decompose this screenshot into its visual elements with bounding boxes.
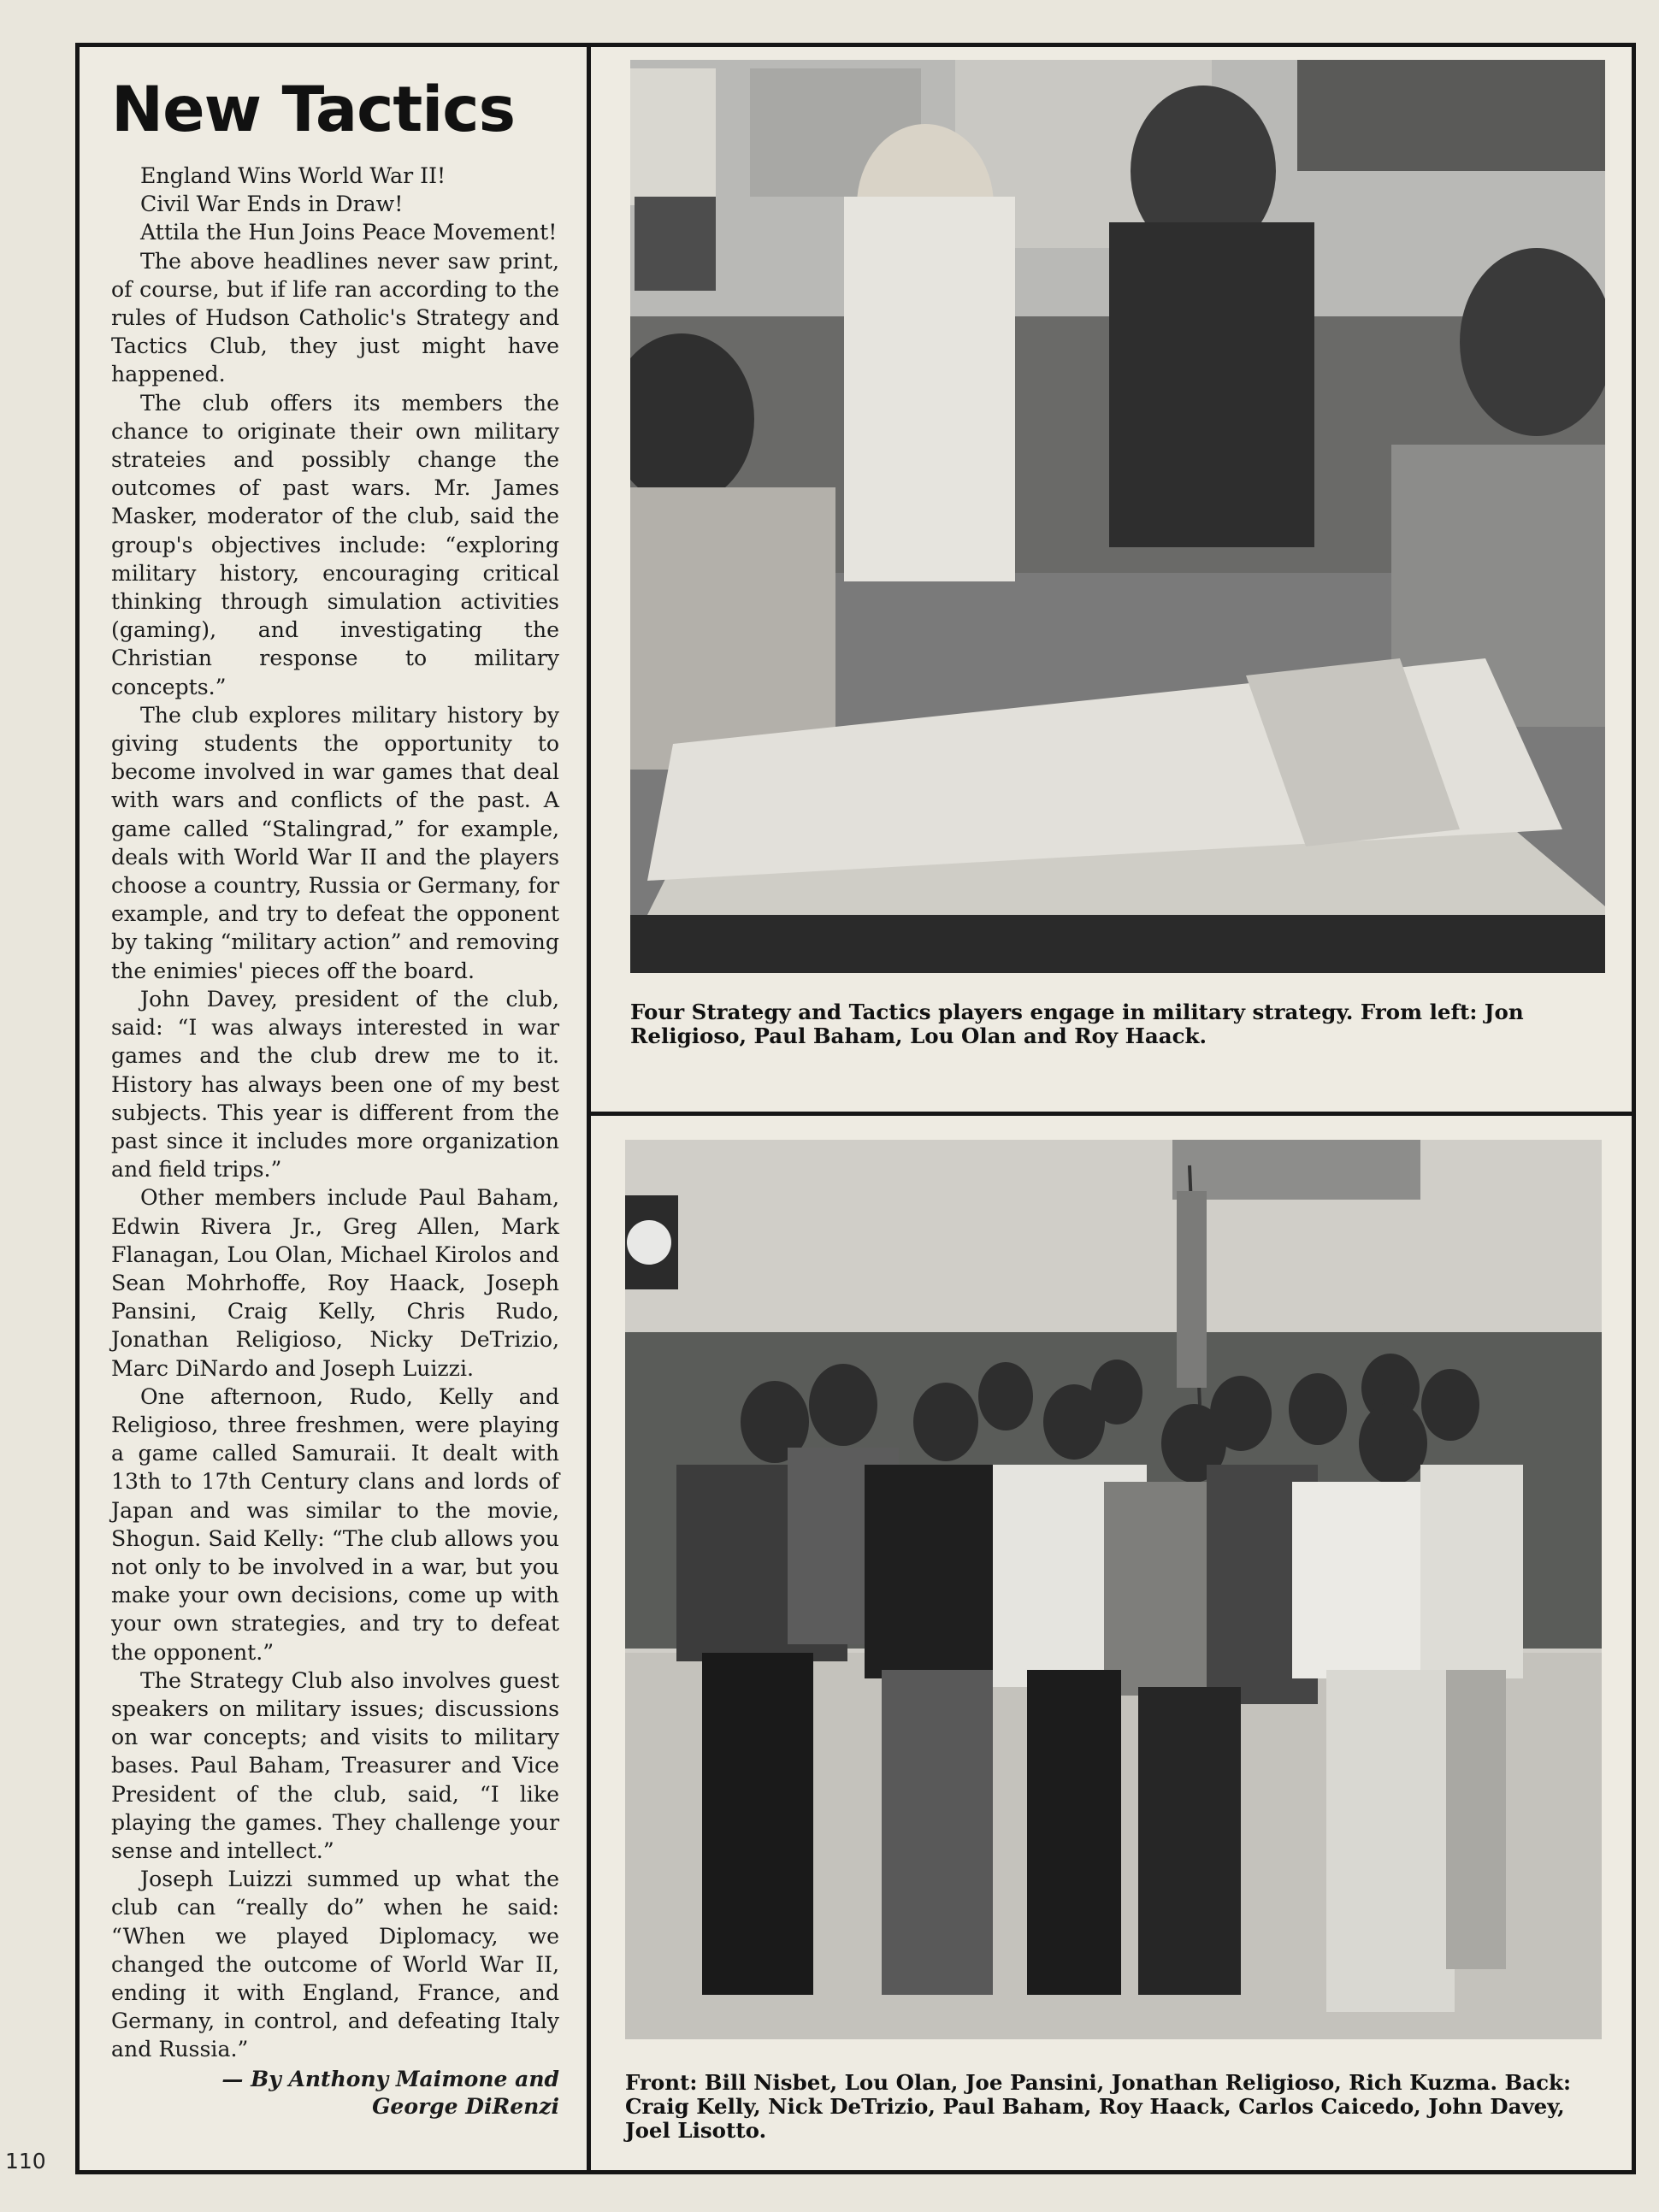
paragraph: One afternoon, Rudo, Kelly and Religioso, three freshmen, were playing a game called Samuraii. It dealt with 13th to 17th Century clans and lords of Japan and was similar to the movie, Shogun. Said Kelly: “The club allows you not only to be involved in a war, but you make your own decisions, come up with your own strategies, and try to defeat the opponent.” xyxy=(111,1383,559,1665)
bottom-photo-panel xyxy=(591,1116,1636,2174)
paragraph: The club offers its members the chance to originate their own military strateies and possibly change the outcomes of past wars. Mr. James Masker, moderator of the club, said the group's objectives include: “exploring military history, encouraging critical thinking through simulation activities (gaming), and investigating the Christian response to military concepts.” xyxy=(111,390,559,699)
paragraph: The above headlines never saw print, of course, but if life ran according to the rules of Hudson Catholic's Strategy and Tactics Club, they just might have happened. xyxy=(111,248,559,387)
paragraph-headline-3: Attila the Hun Joins Peace Movement! xyxy=(140,220,558,245)
paragraph-headline-1: England Wins World War II! xyxy=(140,163,446,188)
paragraph: The Strategy Club also involves guest speakers on military issues; discussions on war concepts; and visits to military bases. Paul Baham, Treasurer and Vice President of the club, said, “I like playing the games. They challenge your sense and intellect.” xyxy=(111,1667,559,1863)
photo-club-group xyxy=(625,1140,1602,2039)
paragraph: Joseph Luizzi summed up what the club can “really do” when he said: “When we played Diplomacy, we changed the outcome of World War II, ending it with England, France, and Germany, in control, and defeating Italy and Russia.” xyxy=(111,1867,559,2062)
bottom-photo-caption: Front: Bill Nisbet, Lou Olan, Joe Pansini, Jonathan Religioso, Rich Kuzma. Back: Craig Kelly, Nick DeTrizio, Paul Baham, Roy Haack, Carlos Caicedo, John Davey, Joel Lisotto. xyxy=(625,2070,1572,2143)
paragraph-headline-2: Civil War Ends in Draw! xyxy=(140,192,404,217)
article-body xyxy=(111,162,559,2064)
article-column xyxy=(75,43,591,2174)
byline-line-2: George DiRenzi xyxy=(372,2093,559,2119)
byline xyxy=(111,2066,559,2121)
top-photo-caption: Four Strategy and Tactics players engage in military strategy. From left: Jon Religioso, Paul Baham, Lou Olan and Roy Haack. xyxy=(630,1000,1524,1048)
article-title: New Tactics xyxy=(111,74,516,146)
byline-line-1: — By Anthony Maimone and xyxy=(221,2066,559,2091)
photo-club-group-image xyxy=(625,1140,1602,2039)
paragraph: John Davey, president of the club, said: “I was always interested in war games and the club drew me to it. History has always been one of my best subjects. This year is different from the past since it includes more organization and field trips.” xyxy=(111,986,559,1183)
paragraph: The club explores military history by giving students the opportunity to become involved in war games that deal with wars and conflicts of the past. A game called “Stalingrad,” for example, deals with World War II and the players choose a country, Russia or Germany, for example, and try to defeat the opponent by taking “military action” and removing the enimies' pieces off the board. xyxy=(111,702,559,983)
photo-game-players-image xyxy=(630,60,1605,973)
photo-game-players xyxy=(630,60,1605,973)
top-photo-panel xyxy=(591,43,1636,1116)
paragraph: Other members include Paul Baham, Edwin Rivera Jr., Greg Allen, Mark Flanagan, Lou Olan, Michael Kirolos and Sean Mohrhoffe, Roy Haack, Joseph Pansini, Craig Kelly, Chris Rudo, Jonathan Religioso, Nicky DeTrizio, Marc DiNardo and Joseph Luizzi. xyxy=(111,1185,559,1381)
page-number: 110 xyxy=(5,2149,46,2174)
